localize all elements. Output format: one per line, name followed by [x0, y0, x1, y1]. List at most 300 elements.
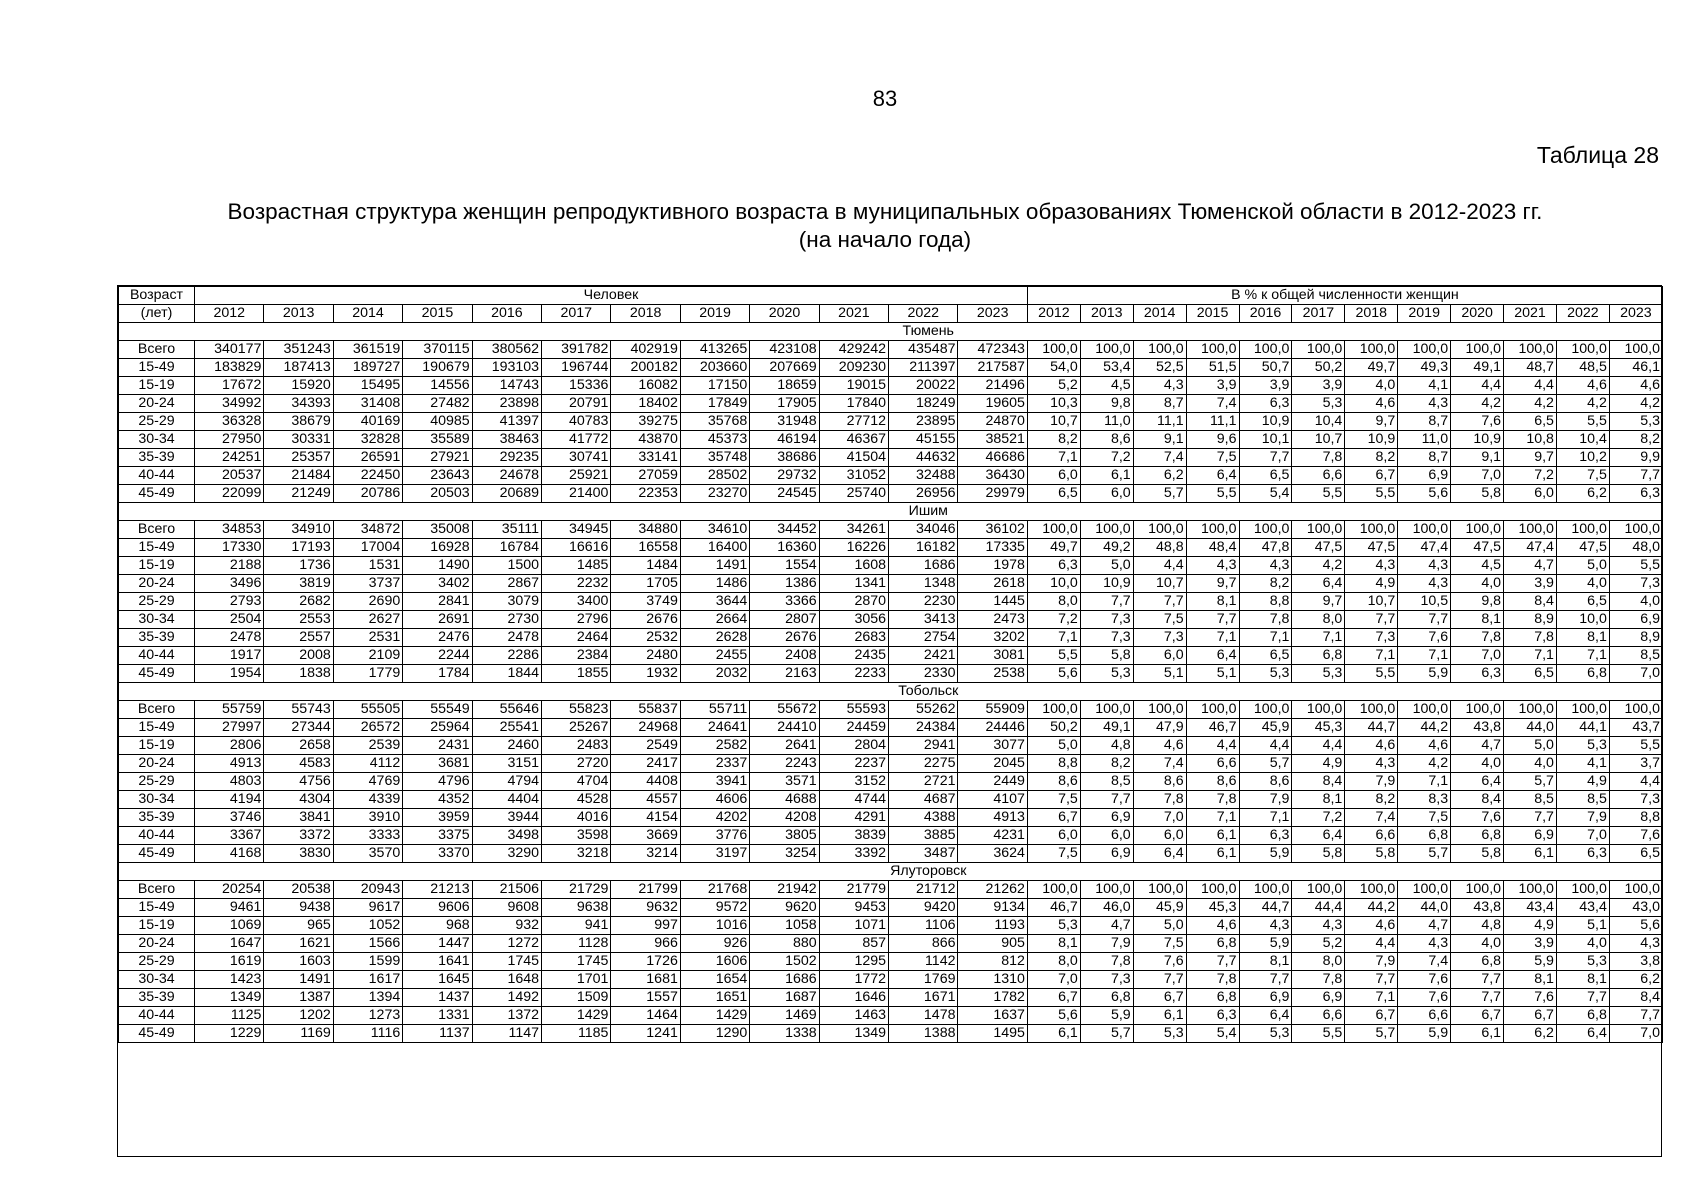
people-cell: 402919 — [611, 341, 680, 359]
age-cell: 45-49 — [119, 845, 195, 863]
title-line-2: (на начало года) — [798, 227, 972, 252]
percent-cell: 100,0 — [1398, 701, 1451, 719]
percent-cell: 9,7 — [1504, 449, 1557, 467]
people-cell: 3400 — [542, 593, 611, 611]
people-cell: 3487 — [889, 845, 958, 863]
people-cell: 34853 — [195, 521, 264, 539]
people-cell: 189727 — [333, 359, 402, 377]
percent-cell: 7,7 — [1239, 449, 1292, 467]
year-header-percent: 2020 — [1451, 305, 1504, 323]
percent-cell: 6,2 — [1556, 485, 1609, 503]
percent-cell: 44,1 — [1556, 719, 1609, 737]
percent-cell: 7,9 — [1080, 935, 1133, 953]
percent-cell: 5,1 — [1133, 665, 1186, 683]
people-cell: 1106 — [889, 917, 958, 935]
people-cell: 9134 — [958, 899, 1027, 917]
people-cell: 1651 — [680, 989, 749, 1007]
percent-cell: 100,0 — [1609, 701, 1662, 719]
percent-cell: 100,0 — [1027, 521, 1080, 539]
year-header-people: 2022 — [889, 305, 958, 323]
people-cell: 1484 — [611, 557, 680, 575]
people-cell: 1490 — [403, 557, 472, 575]
percent-cell: 4,2 — [1504, 395, 1557, 413]
percent-cell: 54,0 — [1027, 359, 1080, 377]
percent-cell: 6,5 — [1027, 485, 1080, 503]
people-cell: 4687 — [889, 791, 958, 809]
people-cell: 3413 — [889, 611, 958, 629]
people-cell: 1745 — [542, 953, 611, 971]
people-cell: 30331 — [264, 431, 333, 449]
people-cell: 3805 — [750, 827, 819, 845]
age-cell: 35-39 — [119, 809, 195, 827]
people-cell: 2793 — [195, 593, 264, 611]
percent-cell: 6,8 — [1451, 827, 1504, 845]
percent-cell: 8,1 — [1451, 611, 1504, 629]
percent-cell: 4,0 — [1504, 755, 1557, 773]
percent-cell: 6,8 — [1186, 935, 1239, 953]
percent-cell: 8,2 — [1027, 431, 1080, 449]
people-cell: 29732 — [750, 467, 819, 485]
people-cell: 1125 — [195, 1007, 264, 1025]
percent-cell: 6,5 — [1239, 467, 1292, 485]
people-cell: 4168 — [195, 845, 264, 863]
people-cell: 25541 — [472, 719, 541, 737]
year-header-percent: 2017 — [1292, 305, 1345, 323]
people-cell: 1290 — [680, 1025, 749, 1043]
percent-cell: 7,3 — [1133, 629, 1186, 647]
percent-cell: 47,5 — [1292, 539, 1345, 557]
people-cell: 1654 — [680, 971, 749, 989]
people-cell: 3218 — [542, 845, 611, 863]
people-cell: 968 — [403, 917, 472, 935]
percent-cell: 4,5 — [1080, 377, 1133, 395]
percent-cell: 6,1 — [1080, 467, 1133, 485]
people-cell: 23270 — [680, 485, 749, 503]
percent-cell: 100,0 — [1292, 341, 1345, 359]
people-cell: 435487 — [889, 341, 958, 359]
percent-cell: 4,6 — [1133, 737, 1186, 755]
people-cell: 1617 — [333, 971, 402, 989]
people-cell: 55711 — [680, 701, 749, 719]
people-cell: 24641 — [680, 719, 749, 737]
percent-cell: 10,7 — [1292, 431, 1345, 449]
people-cell: 20786 — [333, 485, 402, 503]
table-row — [119, 593, 1663, 611]
percent-cell: 100,0 — [1504, 881, 1557, 899]
age-header-units: (лет) — [119, 305, 195, 323]
people-cell: 40985 — [403, 413, 472, 431]
people-cell: 9632 — [611, 899, 680, 917]
percent-cell: 4,3 — [1609, 935, 1662, 953]
table-row — [119, 485, 1663, 503]
people-cell: 21942 — [750, 881, 819, 899]
people-cell: 1423 — [195, 971, 264, 989]
percent-cell: 10,3 — [1027, 395, 1080, 413]
percent-cell: 46,7 — [1186, 719, 1239, 737]
people-cell: 1566 — [333, 935, 402, 953]
percent-cell: 43,8 — [1451, 899, 1504, 917]
people-cell: 193103 — [472, 359, 541, 377]
percent-cell: 5,3 — [1239, 665, 1292, 683]
percent-cell: 8,4 — [1451, 791, 1504, 809]
percent-cell: 8,7 — [1133, 395, 1186, 413]
people-cell: 20254 — [195, 881, 264, 899]
people-cell: 3944 — [472, 809, 541, 827]
people-cell: 1137 — [403, 1025, 472, 1043]
percent-cell: 8,9 — [1609, 629, 1662, 647]
people-cell: 30741 — [542, 449, 611, 467]
people-cell: 2721 — [889, 773, 958, 791]
percent-cell: 10,2 — [1556, 449, 1609, 467]
people-cell: 25740 — [819, 485, 888, 503]
people-cell: 24545 — [750, 485, 819, 503]
percent-cell: 5,8 — [1292, 845, 1345, 863]
table-row — [119, 737, 1663, 755]
people-cell: 17840 — [819, 395, 888, 413]
percent-cell: 7,8 — [1504, 629, 1557, 647]
percent-cell: 10,5 — [1398, 593, 1451, 611]
people-cell: 4528 — [542, 791, 611, 809]
table-row — [119, 539, 1663, 557]
people-cell: 1071 — [819, 917, 888, 935]
people-cell: 1500 — [472, 557, 541, 575]
age-cell: 40-44 — [119, 647, 195, 665]
percent-cell: 100,0 — [1186, 881, 1239, 899]
people-cell: 3496 — [195, 575, 264, 593]
percent-cell: 4,1 — [1556, 755, 1609, 773]
people-cell: 33141 — [611, 449, 680, 467]
people-cell: 55593 — [819, 701, 888, 719]
percent-cell: 5,6 — [1609, 917, 1662, 935]
table-row — [119, 359, 1663, 377]
percent-cell: 100,0 — [1292, 521, 1345, 539]
people-cell: 1485 — [542, 557, 611, 575]
percent-cell: 6,5 — [1556, 593, 1609, 611]
age-cell: 15-19 — [119, 377, 195, 395]
year-header-people: 2019 — [680, 305, 749, 323]
people-cell: 55672 — [750, 701, 819, 719]
people-cell: 472343 — [958, 341, 1027, 359]
percent-cell: 7,0 — [1133, 809, 1186, 827]
table-row — [119, 701, 1663, 719]
people-cell: 1736 — [264, 557, 333, 575]
percent-cell: 6,9 — [1292, 989, 1345, 1007]
people-cell: 3367 — [195, 827, 264, 845]
percent-cell: 6,8 — [1451, 953, 1504, 971]
year-header-people: 2016 — [472, 305, 541, 323]
people-cell: 1769 — [889, 971, 958, 989]
people-cell: 351243 — [264, 341, 333, 359]
percent-cell: 4,4 — [1451, 377, 1504, 395]
percent-cell: 6,8 — [1398, 827, 1451, 845]
age-cell: 35-39 — [119, 989, 195, 1007]
people-cell: 38686 — [750, 449, 819, 467]
percent-cell: 6,4 — [1133, 845, 1186, 863]
percent-cell: 50,2 — [1292, 359, 1345, 377]
people-cell: 4913 — [195, 755, 264, 773]
percent-cell: 4,4 — [1239, 737, 1292, 755]
percent-cell: 46,1 — [1609, 359, 1662, 377]
year-header-people: 2023 — [958, 305, 1027, 323]
people-cell: 41772 — [542, 431, 611, 449]
percent-cell: 5,9 — [1239, 845, 1292, 863]
people-cell: 4202 — [680, 809, 749, 827]
people-cell: 36430 — [958, 467, 1027, 485]
people-cell: 3598 — [542, 827, 611, 845]
age-cell: 40-44 — [119, 827, 195, 845]
percent-cell: 100,0 — [1239, 881, 1292, 899]
percent-cell: 47,9 — [1133, 719, 1186, 737]
people-cell: 4112 — [333, 755, 402, 773]
table-row — [119, 647, 1663, 665]
percent-cell: 6,3 — [1186, 1007, 1239, 1025]
people-cell: 1646 — [819, 989, 888, 1007]
people-cell: 2582 — [680, 737, 749, 755]
percent-cell: 6,9 — [1398, 467, 1451, 485]
people-cell: 1386 — [750, 575, 819, 593]
percent-cell: 5,3 — [1556, 953, 1609, 971]
people-cell: 36102 — [958, 521, 1027, 539]
percent-cell: 9,8 — [1451, 593, 1504, 611]
percent-cell: 4,5 — [1451, 557, 1504, 575]
people-cell: 200182 — [611, 359, 680, 377]
people-cell: 1701 — [542, 971, 611, 989]
age-cell: Всего — [119, 341, 195, 359]
year-header-people: 2015 — [403, 305, 472, 323]
percent-cell: 47,5 — [1451, 539, 1504, 557]
year-header-people: 2017 — [542, 305, 611, 323]
age-cell: 30-34 — [119, 791, 195, 809]
people-cell: 24968 — [611, 719, 680, 737]
people-cell: 14556 — [403, 377, 472, 395]
people-cell: 2483 — [542, 737, 611, 755]
percent-cell: 10,0 — [1556, 611, 1609, 629]
percent-cell: 7,1 — [1345, 989, 1398, 1007]
percent-cell: 6,6 — [1398, 1007, 1451, 1025]
people-cell: 2478 — [472, 629, 541, 647]
people-cell: 4557 — [611, 791, 680, 809]
people-cell: 2435 — [819, 647, 888, 665]
percent-cell: 6,4 — [1451, 773, 1504, 791]
people-cell: 905 — [958, 935, 1027, 953]
percent-cell: 8,0 — [1027, 593, 1080, 611]
percent-cell: 100,0 — [1556, 701, 1609, 719]
people-cell: 1687 — [750, 989, 819, 1007]
people-cell: 55759 — [195, 701, 264, 719]
people-cell: 41504 — [819, 449, 888, 467]
people-cell: 3571 — [750, 773, 819, 791]
people-cell: 2233 — [819, 665, 888, 683]
percent-cell: 4,2 — [1292, 557, 1345, 575]
percent-cell: 7,6 — [1398, 629, 1451, 647]
percent-cell: 4,4 — [1609, 773, 1662, 791]
people-cell: 3151 — [472, 755, 541, 773]
people-cell: 2464 — [542, 629, 611, 647]
people-cell: 3941 — [680, 773, 749, 791]
percent-cell: 7,1 — [1504, 647, 1557, 665]
percent-cell: 7,1 — [1556, 647, 1609, 665]
people-cell: 20503 — [403, 485, 472, 503]
page-number: 83 — [872, 86, 898, 111]
people-cell: 16082 — [611, 377, 680, 395]
people-cell: 9420 — [889, 899, 958, 917]
table-row — [119, 791, 1663, 809]
percent-cell: 5,2 — [1292, 935, 1345, 953]
percent-cell: 5,9 — [1239, 935, 1292, 953]
people-cell: 29979 — [958, 485, 1027, 503]
people-cell: 2941 — [889, 737, 958, 755]
percent-cell: 10,7 — [1133, 575, 1186, 593]
year-header-people: 2021 — [819, 305, 888, 323]
percent-cell: 100,0 — [1133, 521, 1186, 539]
people-cell: 19015 — [819, 377, 888, 395]
people-cell: 1185 — [542, 1025, 611, 1043]
age-cell: 40-44 — [119, 1007, 195, 1025]
year-header-percent: 2019 — [1398, 305, 1451, 323]
percent-cell: 7,2 — [1027, 611, 1080, 629]
percent-cell: 8,1 — [1504, 971, 1557, 989]
table-row — [119, 953, 1663, 971]
table-row — [119, 989, 1663, 1007]
people-cell: 2478 — [195, 629, 264, 647]
people-cell: 20791 — [542, 395, 611, 413]
percent-cell: 44,7 — [1345, 719, 1398, 737]
percent-cell: 100,0 — [1345, 881, 1398, 899]
people-cell: 4194 — [195, 791, 264, 809]
percent-cell: 7,7 — [1133, 971, 1186, 989]
percent-cell: 5,2 — [1027, 377, 1080, 395]
percent-cell: 7,9 — [1345, 953, 1398, 971]
age-cell: 15-49 — [119, 539, 195, 557]
people-cell: 17330 — [195, 539, 264, 557]
people-cell: 40783 — [542, 413, 611, 431]
people-cell: 2032 — [680, 665, 749, 683]
region-spacer — [119, 323, 195, 341]
people-cell: 21799 — [611, 881, 680, 899]
percent-cell: 44,0 — [1504, 719, 1557, 737]
people-cell: 1142 — [889, 953, 958, 971]
percent-cell: 100,0 — [1398, 521, 1451, 539]
percent-cell: 44,4 — [1292, 899, 1345, 917]
percent-cell: 7,7 — [1556, 989, 1609, 1007]
people-cell: 2230 — [889, 593, 958, 611]
table-row — [119, 899, 1663, 917]
people-cell: 55743 — [264, 701, 333, 719]
percent-cell: 6,3 — [1239, 827, 1292, 845]
percent-cell: 10,8 — [1504, 431, 1557, 449]
people-cell: 21768 — [680, 881, 749, 899]
people-cell: 2796 — [542, 611, 611, 629]
percent-cell: 6,0 — [1080, 485, 1133, 503]
people-cell: 34945 — [542, 521, 611, 539]
people-cell: 1469 — [750, 1007, 819, 1025]
percent-cell: 4,7 — [1504, 557, 1557, 575]
percent-cell: 48,4 — [1186, 539, 1239, 557]
people-cell: 1052 — [333, 917, 402, 935]
percent-cell: 6,4 — [1292, 827, 1345, 845]
people-cell: 2337 — [680, 755, 749, 773]
percent-cell: 47,4 — [1398, 539, 1451, 557]
percent-cell: 7,1 — [1239, 629, 1292, 647]
percent-cell: 100,0 — [1451, 341, 1504, 359]
people-cell: 38521 — [958, 431, 1027, 449]
percent-cell: 48,0 — [1609, 539, 1662, 557]
people-cell: 965 — [264, 917, 333, 935]
percent-cell: 4,4 — [1504, 377, 1557, 395]
region-header-row — [119, 323, 1663, 341]
people-cell: 1671 — [889, 989, 958, 1007]
people-cell: 3830 — [264, 845, 333, 863]
percent-cell: 43,7 — [1609, 719, 1662, 737]
people-cell: 4796 — [403, 773, 472, 791]
percent-cell: 6,2 — [1133, 467, 1186, 485]
percent-cell: 7,5 — [1027, 845, 1080, 863]
percent-cell: 5,3 — [1080, 665, 1133, 683]
people-cell: 32828 — [333, 431, 402, 449]
people-cell: 35589 — [403, 431, 472, 449]
people-cell: 34393 — [264, 395, 333, 413]
people-cell: 2628 — [680, 629, 749, 647]
percent-cell: 7,7 — [1186, 611, 1239, 629]
people-cell: 1932 — [611, 665, 680, 683]
year-header-people: 2020 — [750, 305, 819, 323]
age-cell: 35-39 — [119, 449, 195, 467]
percent-cell: 43,4 — [1556, 899, 1609, 917]
people-cell: 2730 — [472, 611, 541, 629]
people-cell: 812 — [958, 953, 1027, 971]
percent-cell: 48,5 — [1556, 359, 1609, 377]
people-cell: 34992 — [195, 395, 264, 413]
people-cell: 4803 — [195, 773, 264, 791]
age-cell: 20-24 — [119, 935, 195, 953]
people-cell: 217587 — [958, 359, 1027, 377]
percent-cell: 7,6 — [1398, 971, 1451, 989]
percent-cell: 8,4 — [1609, 989, 1662, 1007]
people-cell: 55837 — [611, 701, 680, 719]
percent-cell: 7,7 — [1239, 971, 1292, 989]
people-cell: 27950 — [195, 431, 264, 449]
age-cell: Всего — [119, 701, 195, 719]
people-cell: 34910 — [264, 521, 333, 539]
percent-cell: 53,4 — [1080, 359, 1133, 377]
percent-cell: 47,8 — [1239, 539, 1292, 557]
percent-cell: 10,9 — [1080, 575, 1133, 593]
percent-cell: 4,7 — [1398, 917, 1451, 935]
percent-cell: 5,5 — [1186, 485, 1239, 503]
region-header-row — [119, 683, 1663, 701]
region-header-row — [119, 863, 1663, 881]
percent-cell: 6,0 — [1027, 827, 1080, 845]
percent-cell: 8,4 — [1292, 773, 1345, 791]
people-cell: 16400 — [680, 539, 749, 557]
people-cell: 24251 — [195, 449, 264, 467]
age-cell: 25-29 — [119, 593, 195, 611]
percent-cell: 5,5 — [1292, 485, 1345, 503]
percent-cell: 8,1 — [1556, 629, 1609, 647]
people-cell: 9438 — [264, 899, 333, 917]
percent-cell: 7,6 — [1451, 413, 1504, 431]
people-cell: 4304 — [264, 791, 333, 809]
percent-cell: 4,4 — [1133, 557, 1186, 575]
percent-cell: 100,0 — [1504, 701, 1557, 719]
percent-cell: 7,0 — [1027, 971, 1080, 989]
percent-cell: 7,5 — [1398, 809, 1451, 827]
age-cell: 30-34 — [119, 971, 195, 989]
people-cell: 2532 — [611, 629, 680, 647]
people-cell: 1619 — [195, 953, 264, 971]
people-cell: 17193 — [264, 539, 333, 557]
people-cell: 1445 — [958, 593, 1027, 611]
